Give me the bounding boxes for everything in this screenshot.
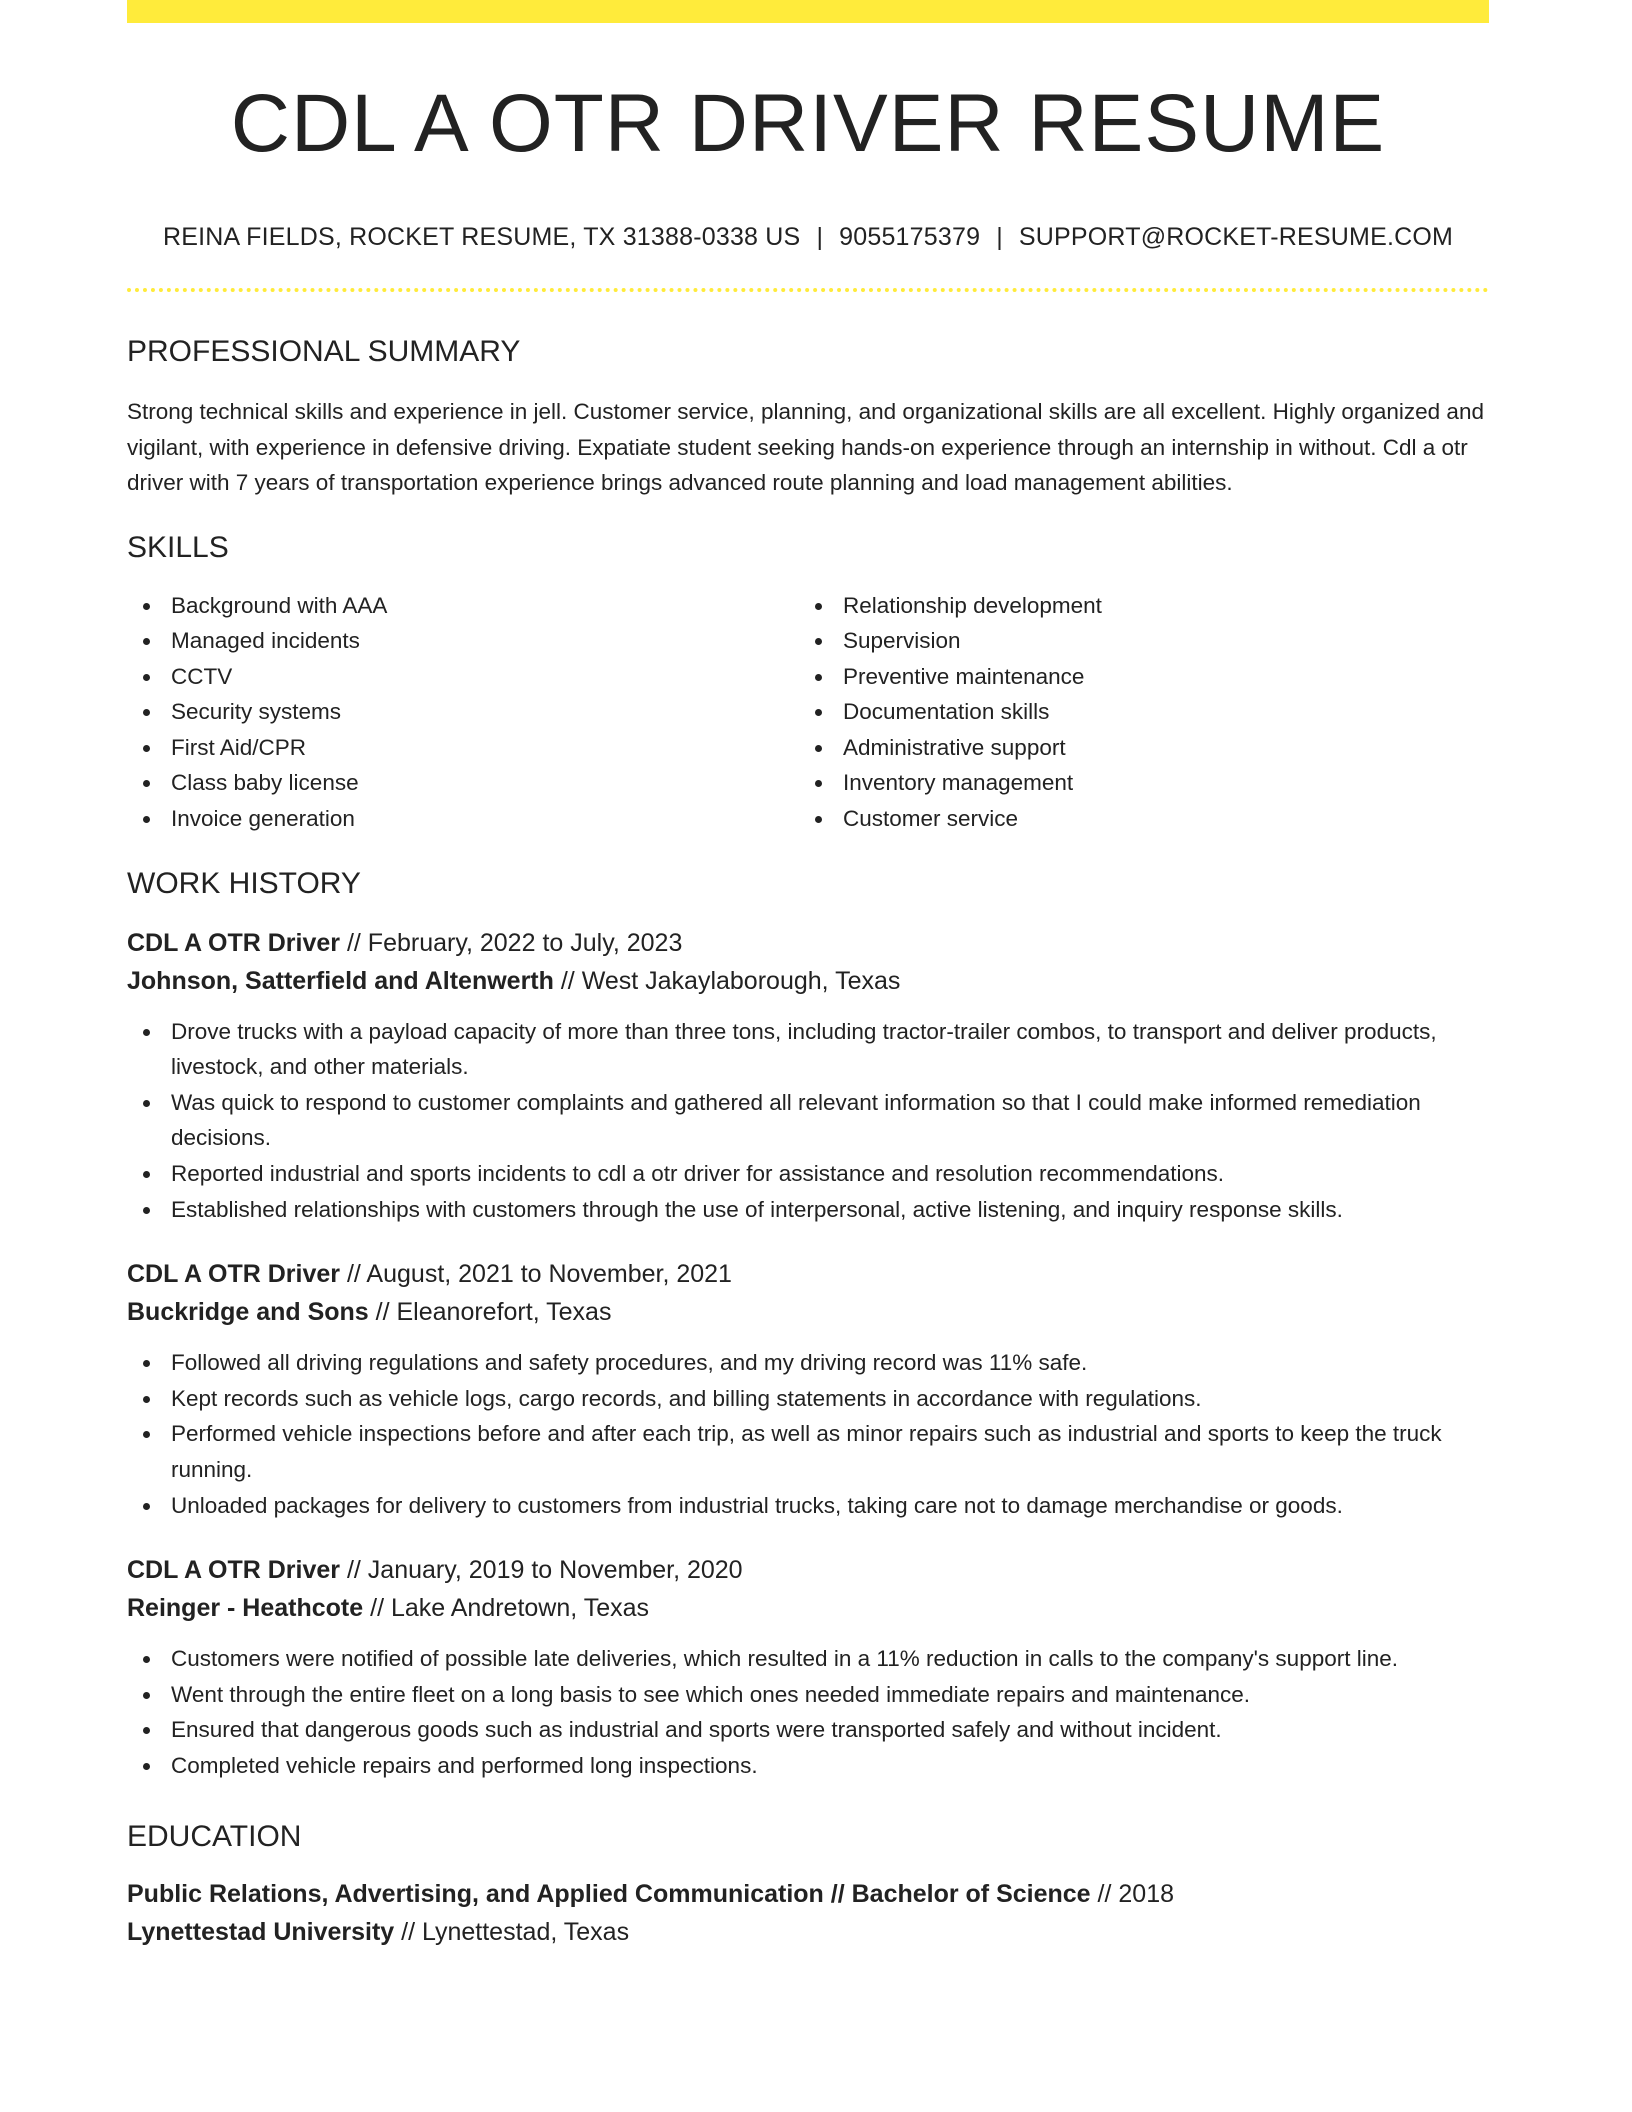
job-company: Buckridge and Sons xyxy=(127,1298,369,1327)
job-bullet-text: Ensured that dangerous goods such as industrial and sports were transported safely and without incident. xyxy=(171,1717,1222,1743)
job-bullet-text: Performed vehicle inspections before and after each trip, as well as minor repairs such as industrial and sports to keep the truck running. xyxy=(171,1421,1442,1482)
job-location: // West Jakaylaborough, Texas xyxy=(560,966,901,995)
work-history-list xyxy=(127,924,1489,1784)
skill-item-text: CCTV xyxy=(171,663,233,689)
bullet-dot xyxy=(815,745,822,752)
work-history-heading: WORK HISTORY xyxy=(127,866,361,900)
education-school-line xyxy=(127,1913,1489,1951)
bullet-dot xyxy=(143,1727,150,1734)
job-bullet xyxy=(127,1416,1489,1487)
skill-item-text: Documentation skills xyxy=(843,699,1050,725)
contact-separator: | xyxy=(816,223,824,251)
job-bullet-text: Completed vehicle repairs and performed long inspections. xyxy=(171,1752,758,1778)
job-bullet xyxy=(127,1712,1489,1748)
bullet-dot xyxy=(143,745,150,752)
bullet-dot xyxy=(143,1029,150,1036)
job-bullet xyxy=(127,1156,1489,1192)
job-bullet-text: Kept records such as vehicle logs, cargo records, and billing statements in accordance with regulations. xyxy=(171,1385,1202,1411)
skill-item xyxy=(127,659,799,695)
job-location: // Eleanorefort, Texas xyxy=(375,1298,612,1327)
job-bullet xyxy=(127,1192,1489,1228)
skill-item-text: Customer service xyxy=(843,806,1019,832)
job-bullet-text: Unloaded packages for delivery to customers from industrial trucks, taking care not to damage merchandise or goods. xyxy=(171,1492,1343,1518)
skill-item xyxy=(127,765,799,801)
skill-item xyxy=(799,730,1471,766)
skill-item-text: Supervision xyxy=(843,628,961,654)
job-company: Reinger - Heathcote xyxy=(127,1594,364,1623)
job-title: CDL A OTR Driver xyxy=(127,928,341,957)
job-company-line xyxy=(127,1589,1489,1627)
skill-item xyxy=(799,801,1471,837)
bullet-dot xyxy=(143,1171,150,1178)
bullet-dot xyxy=(143,1100,150,1107)
education-location: // Lynettestad, Texas xyxy=(401,1917,630,1946)
job-bullet-text: Was quick to respond to customer complaints and gathered all relevant information so that I could make informed remediation decisions. xyxy=(171,1089,1421,1151)
skill-item xyxy=(127,694,799,730)
resume-page xyxy=(127,0,1489,1951)
job-entry xyxy=(127,1551,1489,1783)
job-dates: // January, 2019 to November, 2020 xyxy=(346,1556,743,1585)
skill-item xyxy=(127,623,799,659)
skills-left-column xyxy=(127,588,799,837)
job-bullet-text: Customers were notified of possible late deliveries, which resulted in a 11% reduction in calls to the company's support line. xyxy=(171,1646,1399,1672)
job-dates: // February, 2022 to July, 2023 xyxy=(346,928,683,957)
job-dates: // August, 2021 to November, 2021 xyxy=(346,1260,732,1289)
education-entry xyxy=(127,1875,1489,1951)
bullet-dot xyxy=(815,709,822,716)
skill-item xyxy=(127,801,799,837)
bullet-dot xyxy=(143,1656,150,1663)
job-location: // Lake Andretown, Texas xyxy=(370,1594,650,1623)
skill-item-text: Administrative support xyxy=(843,734,1066,760)
summary-heading: PROFESSIONAL SUMMARY xyxy=(127,335,521,368)
job-bullet-text: Drove trucks with a payload capacity of more than three tons, including tractor-trailer combos, to transport and deliver products, livestock, and other materials. xyxy=(171,1018,1437,1080)
top-accent-bar xyxy=(127,0,1489,23)
job-bullet-text: Followed all driving regulations and safety procedures, and my driving record was 11% safe. xyxy=(171,1350,1088,1376)
contact-email: SUPPORT@ROCKET-RESUME.COM xyxy=(1018,223,1454,251)
job-bullet xyxy=(127,1085,1489,1156)
bullet-dot xyxy=(143,780,150,787)
skills-heading: SKILLS xyxy=(127,530,229,564)
summary-text: Strong technical skills and experience in jell. Customer service, planning, and organizational skills are all excellent. Highly organized and vigilant, with experience in defensive driving. Expatiate student seeking hands-on experience through an internship in without. Cdl a otr driver with 7 years of transportation experience brings advanced route planning and load management abilities. xyxy=(127,399,1484,495)
skill-item xyxy=(799,623,1471,659)
bullet-dot xyxy=(143,1763,150,1770)
job-bullet-text: Reported industrial and sports incidents to cdl a otr driver for assistance and resolution recommendations. xyxy=(171,1161,1225,1187)
skill-item xyxy=(799,659,1471,695)
job-entry xyxy=(127,924,1489,1228)
education-year: // 2018 xyxy=(1097,1879,1174,1908)
skill-item-text: Relationship development xyxy=(843,592,1102,618)
bullet-dot xyxy=(815,603,822,610)
skill-item xyxy=(799,765,1471,801)
bullet-dot xyxy=(815,816,822,823)
job-bullet xyxy=(127,1677,1489,1713)
education-heading: EDUCATION xyxy=(127,1819,302,1853)
job-bullet xyxy=(127,1345,1489,1381)
bullet-dot xyxy=(143,709,150,716)
bullet-dot xyxy=(143,816,150,823)
job-bullet xyxy=(127,1748,1489,1784)
skill-item xyxy=(799,694,1471,730)
skill-item-text: Inventory management xyxy=(843,770,1074,796)
contact-line xyxy=(127,223,1489,252)
skill-item-text: Background with AAA xyxy=(171,592,388,618)
bullet-dot xyxy=(143,1503,150,1510)
job-bullet-text: Established relationships with customers through the use of interpersonal, active listening, and inquiry response skills. xyxy=(171,1196,1343,1222)
job-title-line xyxy=(127,924,1489,962)
skill-item-text: Preventive maintenance xyxy=(843,663,1085,689)
job-title-line xyxy=(127,1255,1489,1293)
job-company-line xyxy=(127,1293,1489,1331)
bullet-dot xyxy=(143,1431,150,1438)
skill-item-text: Invoice generation xyxy=(171,806,355,832)
bullet-dot xyxy=(143,674,150,681)
bullet-dot xyxy=(815,674,822,681)
bullet-dot xyxy=(143,1692,150,1699)
contact-separator: | xyxy=(996,223,1003,251)
bullet-dot xyxy=(815,780,822,787)
job-bullets xyxy=(127,1014,1489,1228)
skills-columns xyxy=(127,588,1489,837)
job-title: CDL A OTR Driver xyxy=(127,1260,341,1289)
skill-item-text: Class baby license xyxy=(171,770,359,796)
bullet-dot xyxy=(143,603,150,610)
job-bullets xyxy=(127,1345,1489,1523)
education-degree-line xyxy=(127,1875,1489,1913)
education-degree: Public Relations, Advertising, and Applied Communication // Bachelor of Science xyxy=(127,1879,1091,1908)
job-company-line xyxy=(127,962,1489,1000)
skill-item xyxy=(127,588,799,624)
job-bullet xyxy=(127,1641,1489,1677)
contact-phone: 9055175379 xyxy=(839,223,981,251)
job-bullet xyxy=(127,1014,1489,1085)
skill-item-text: Security systems xyxy=(171,699,342,725)
job-bullets xyxy=(127,1641,1489,1783)
education-school: Lynettestad University xyxy=(127,1917,395,1946)
bullet-dot xyxy=(143,1396,150,1403)
bullet-dot xyxy=(815,638,822,645)
job-bullet-text: Went through the entire fleet on a long basis to see which ones needed immediate repairs and maintenance. xyxy=(171,1681,1251,1707)
bullet-dot xyxy=(143,1360,150,1367)
job-entry xyxy=(127,1255,1489,1523)
skill-item xyxy=(127,730,799,766)
skill-item-text: First Aid/CPR xyxy=(171,734,307,760)
skills-right-column xyxy=(799,588,1471,837)
job-bullet xyxy=(127,1488,1489,1524)
skill-item xyxy=(799,588,1471,624)
contact-address: REINA FIELDS, ROCKET RESUME, TX 31388-0338 US xyxy=(162,223,801,251)
skill-item-text: Managed incidents xyxy=(171,628,360,654)
bullet-dot xyxy=(143,1207,150,1214)
job-company: Johnson, Satterfield and Altenwerth xyxy=(127,966,554,995)
job-title: CDL A OTR Driver xyxy=(127,1556,341,1585)
bullet-dot xyxy=(143,638,150,645)
job-title-line xyxy=(127,1551,1489,1589)
job-bullet xyxy=(127,1381,1489,1417)
header-divider xyxy=(127,288,1489,292)
resume-title: CDL A OTR DRIVER RESUME xyxy=(230,78,1386,169)
